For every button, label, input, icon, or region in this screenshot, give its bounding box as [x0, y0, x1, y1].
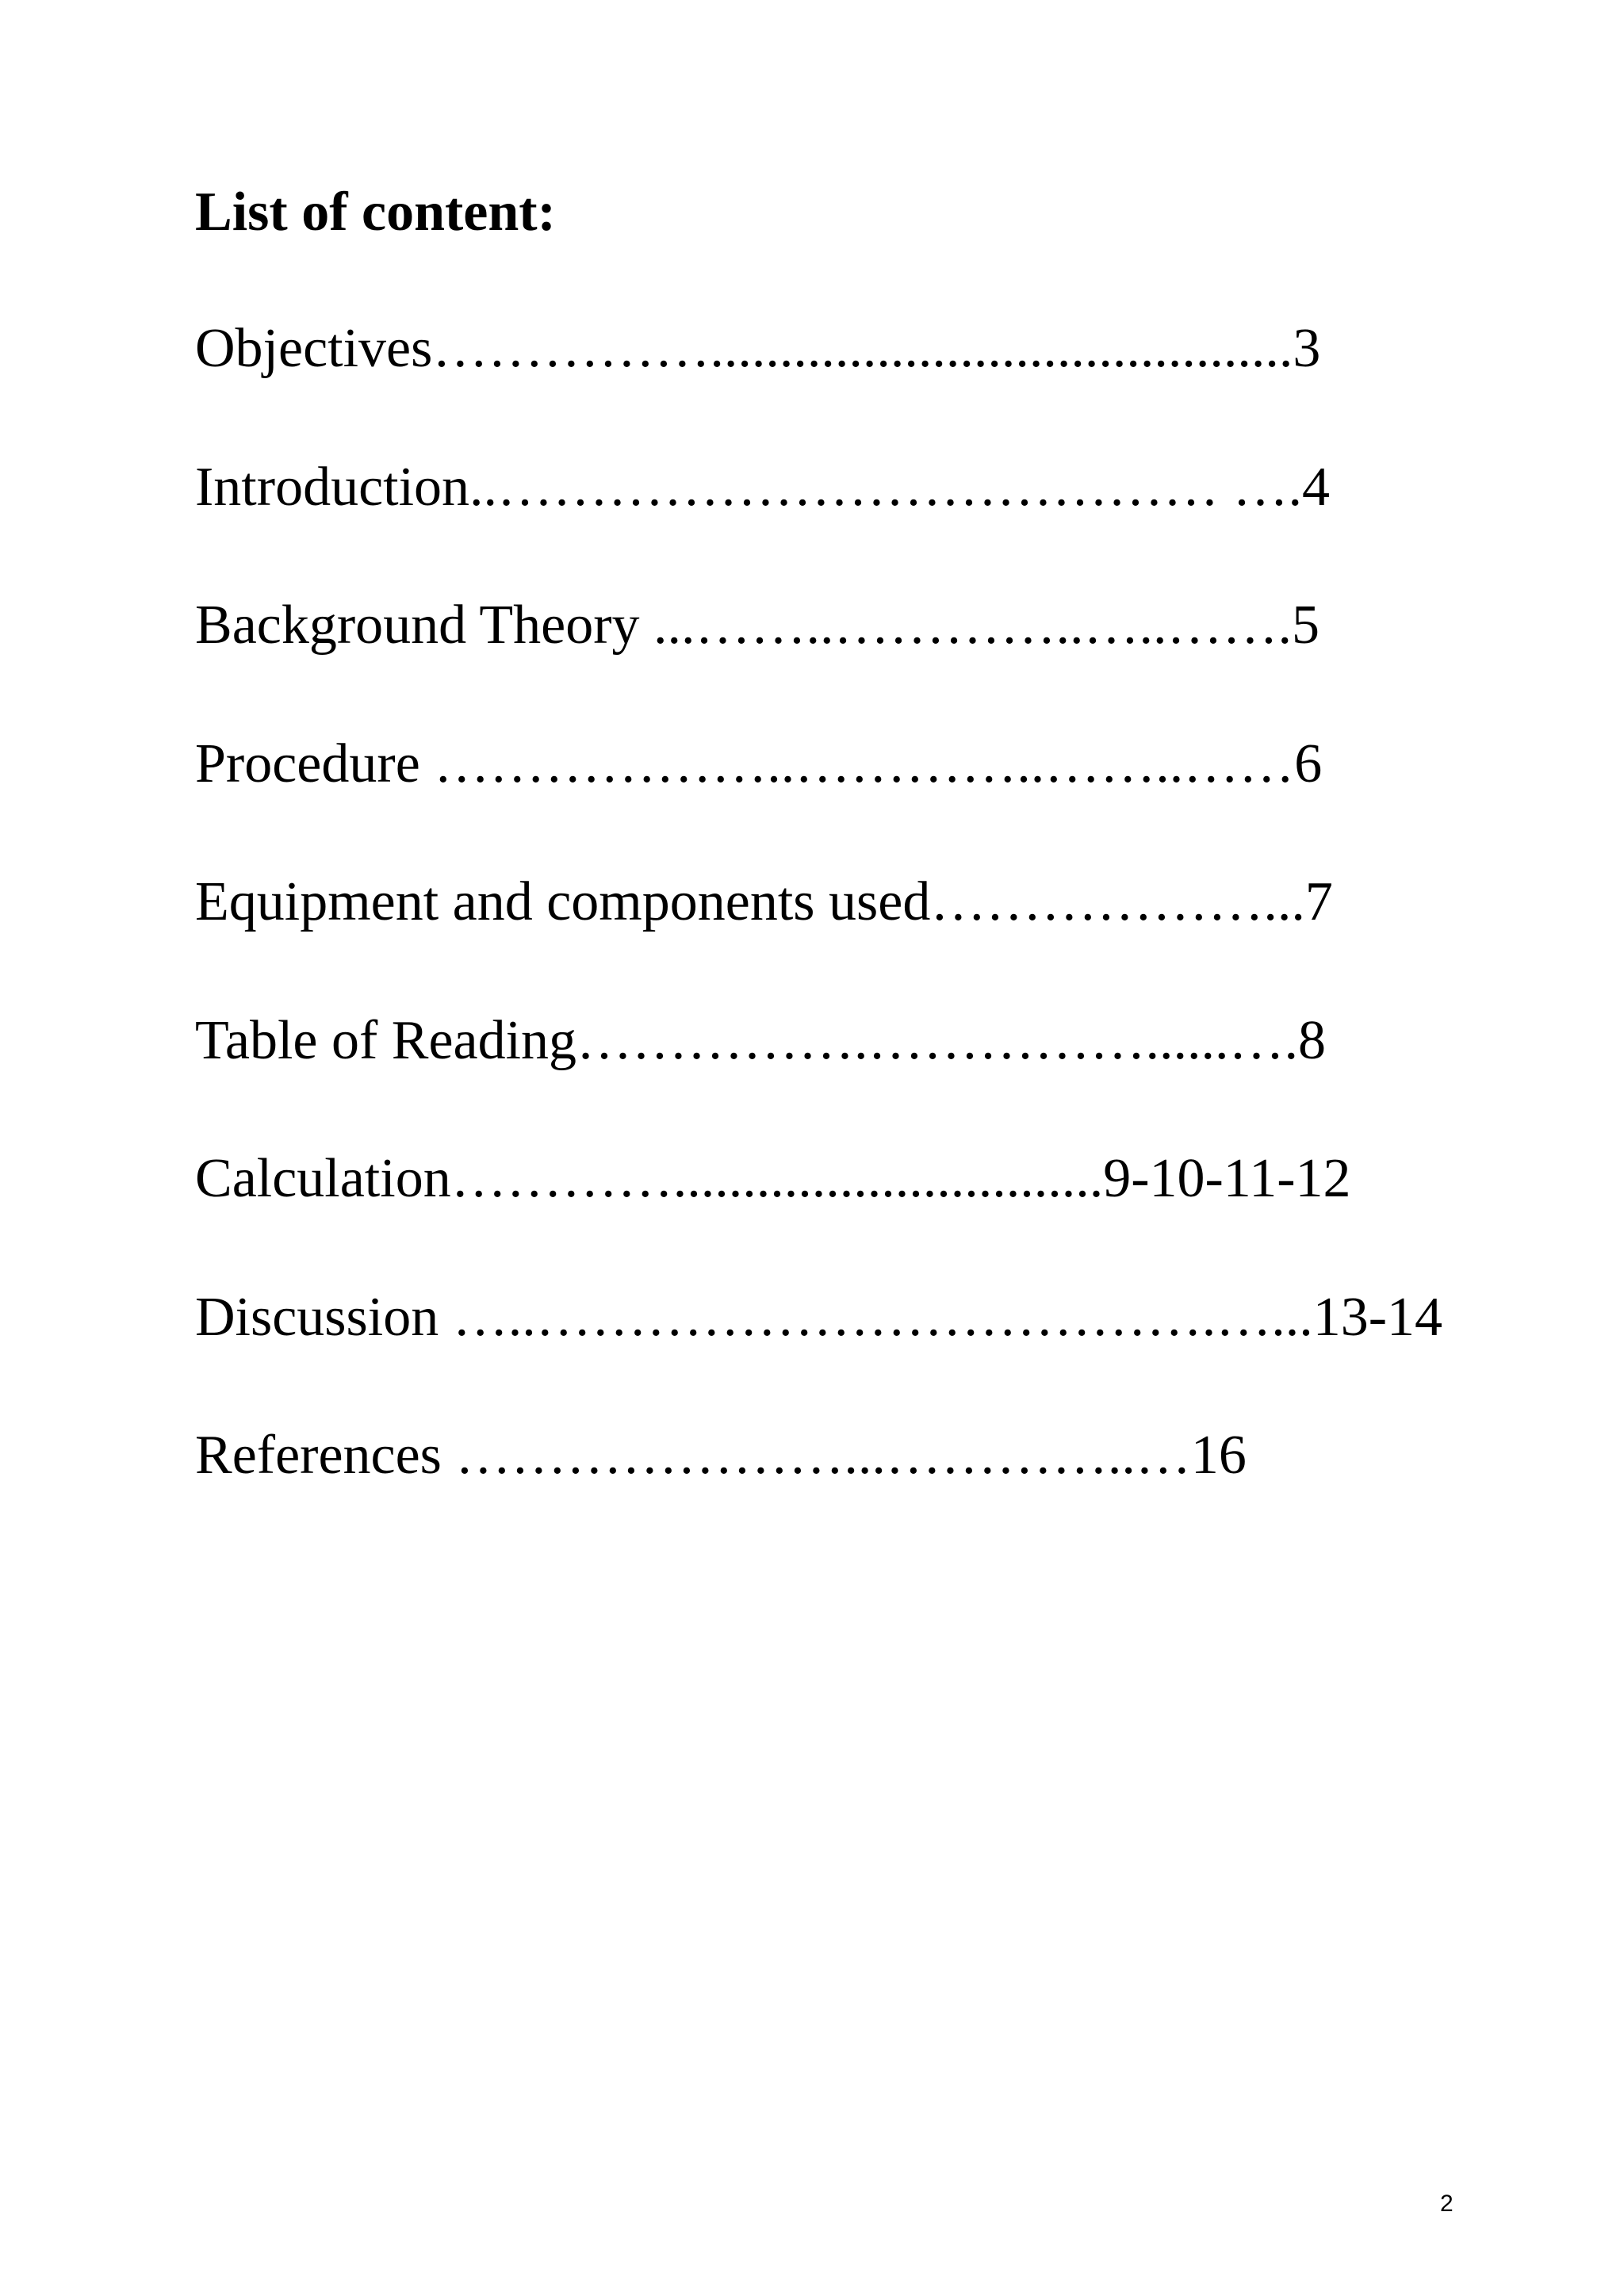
toc-entry-calculation: Calculation…………...............................9-10-11-12 [195, 1148, 1351, 1209]
toc-entry-objectives: Objectives……………..........................................3 [195, 318, 1321, 379]
toc-entry-table-of-reading: Table of Reading…………….……………......….8 [195, 1009, 1327, 1071]
toc-entry-background-theory: Background Theory ...……..…………..…..…….5 [195, 595, 1320, 656]
toc-heading: List of content: [195, 182, 556, 243]
toc-entry-discussion: Discussion …..……………………………….…...13-14 [195, 1286, 1443, 1348]
toc-entry-references: References …………………...…………..…16 [195, 1425, 1247, 1486]
table-of-contents [195, 316, 1442, 1561]
toc-entry-procedure: Procedure ………………..…………..……..……6 [195, 733, 1323, 794]
toc-entry-equipment: Equipment and components used………………...7 [195, 871, 1333, 932]
toc-entry-introduction: Introduction..………………………………… ….4 [195, 456, 1331, 518]
page-number: 2 [1440, 2191, 1454, 2217]
